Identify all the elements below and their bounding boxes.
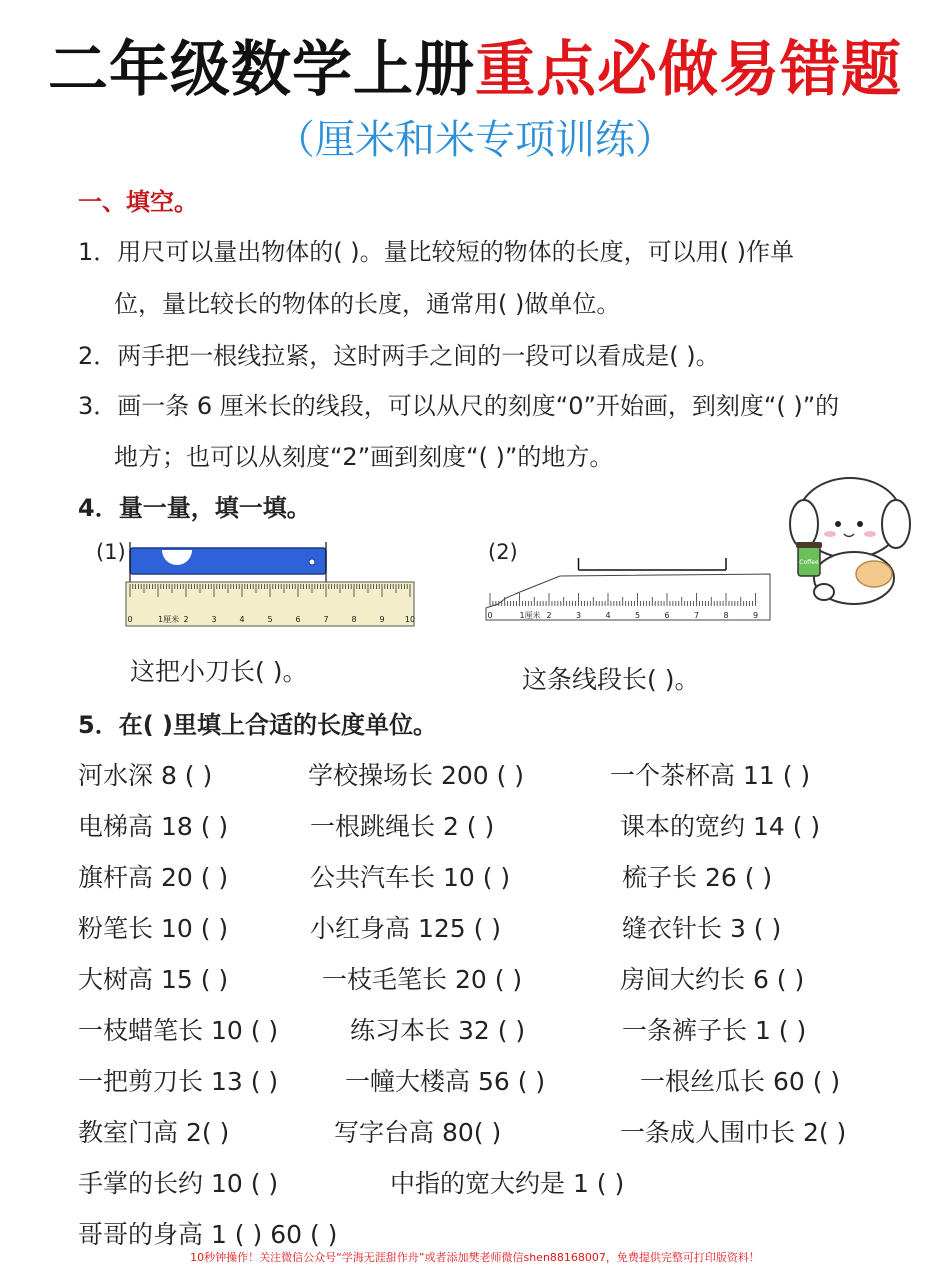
ruler-2-tick-label: 7 — [693, 611, 700, 620]
bread-roll — [856, 561, 892, 587]
ruler-2-tick-label: 4 — [605, 611, 611, 620]
question-1-line-1: 1．用尺可以量出物体的( )。量比较短的物体的长度，可以用( )作单 — [78, 238, 794, 266]
ruler-2-tick-label: 8 — [723, 611, 729, 620]
q5-row-4-col-1: 粉笔长 10 ( ) — [78, 914, 229, 943]
q5-row-6-col-3: 一条裤子长 1 ( ) — [622, 1016, 807, 1045]
ruler-2-tick-label: 0 — [487, 611, 493, 620]
q5-row-1-col-1: 河水深 8 ( ) — [78, 761, 213, 790]
q5-row-4-col-2: 小红身高 125 ( ) — [310, 914, 502, 943]
question-3-line-1: 3．画一条 6 厘米长的线段，可以从尺的刻度“0”开始画，到刻度“( )”的 — [78, 392, 840, 420]
page-title — [0, 22, 950, 108]
ruler-2-figure — [480, 548, 780, 628]
q5-row-3-col-3: 梳子长 26 ( ) — [622, 863, 773, 892]
title-part-1: 二年级数学上册 — [48, 35, 475, 105]
knife-blade — [130, 548, 326, 574]
ruler-2-tick-label: 1厘米 — [519, 611, 541, 620]
ruler-1-tick-label: 9 — [379, 615, 385, 624]
question-3-line-2: 地方；也可以从刻度“2”画到刻度“( )”的地方。 — [114, 443, 614, 471]
ruler-1-tick-label: 5 — [267, 615, 273, 624]
footer-notice: 10秒钟操作！关注微信公众号“学海无涯甜作舟”或者添加樊老师微信shen88168007，免费提供完整可打印版资料！ — [190, 1251, 760, 1264]
ruler-1-tick-label: 7 — [323, 615, 329, 624]
question-1-line-2: 位，量比较长的物体的长度，通常用( )做单位。 — [114, 290, 621, 318]
q4-answer-knife: 这把小刀长( )。 — [130, 657, 308, 686]
q5-row-4-col-3: 缝衣针长 3 ( ) — [622, 914, 782, 943]
q5-row-7-col-3: 一根丝瓜长 60 ( ) — [640, 1067, 841, 1096]
ruler-2-tick-label: 3 — [575, 611, 582, 620]
puppy-cheek-right — [864, 531, 876, 537]
q5-row-3-col-1: 旗杆高 20 ( ) — [78, 863, 229, 892]
q5-row-8-col-3: 一条成人围巾长 2( ) — [620, 1118, 847, 1147]
puppy-ear-left — [790, 500, 818, 548]
puppy-cheek-left — [824, 531, 836, 537]
ruler-1-tick-label: 6 — [295, 615, 301, 624]
q5-row-1-col-3: 一个茶杯高 11 ( ) — [610, 761, 811, 790]
q5-tail-brother: 哥哥的身高 1 ( ) 60 ( ) — [78, 1220, 338, 1249]
q4-part-1-label: (1) — [96, 540, 126, 564]
knife-hole — [309, 559, 315, 565]
q5-row-5-col-1: 大树高 15 ( ) — [78, 965, 229, 994]
q4-answer-segment: 这条线段长( )。 — [522, 665, 700, 694]
q5-row-3-col-2: 公共汽车长 10 ( ) — [310, 863, 511, 892]
page-subtitle: （厘米和米专项训练） — [275, 117, 675, 163]
q5-row-7-col-1: 一把剪刀长 13 ( ) — [78, 1067, 279, 1096]
ruler-2-tick-label: 6 — [664, 611, 670, 620]
coffee-cup-lid — [796, 542, 822, 548]
q5-row-7-col-2: 一幢大楼高 56 ( ) — [345, 1067, 546, 1096]
q5-row-2-col-3: 课本的宽约 14 ( ) — [620, 812, 821, 841]
title-part-2: 重点必做易错题 — [475, 35, 902, 105]
puppy-eye-left — [835, 521, 841, 527]
q5-row-6-col-1: 一枝蜡笔长 10 ( ) — [78, 1016, 279, 1045]
puppy-paw — [814, 584, 834, 600]
ruler-2-tick-label: 2 — [546, 611, 552, 620]
q5-row-2-col-2: 一根跳绳长 2 ( ) — [310, 812, 495, 841]
question-5: 5．在( )里填上合适的长度单位。 — [78, 711, 437, 739]
ruler-1-tick-label: 2 — [183, 615, 189, 624]
ruler-1-tick-label: 8 — [351, 615, 357, 624]
q5-row-8-col-2: 写字台高 80( ) — [334, 1118, 502, 1147]
puppy-ear-right — [882, 500, 910, 548]
ruler-1-tick-label: 1厘米 — [158, 615, 180, 624]
ruler-1-tick-label: 4 — [239, 615, 245, 624]
q5-row-2-col-1: 电梯高 18 ( ) — [78, 812, 229, 841]
ruler-1-figure — [120, 540, 420, 632]
q5-row-1-col-2: 学校操场长 200 ( ) — [308, 761, 525, 790]
puppy-illustration — [788, 474, 914, 608]
coffee-cup-text: Coffee — [799, 559, 819, 566]
ruler-2-tick-label: 9 — [752, 611, 759, 620]
puppy-eye-right — [857, 521, 863, 527]
ruler-1-tick-label: 10 — [404, 615, 416, 624]
ruler-2-tick-label: 5 — [634, 611, 641, 620]
ruler-1-tick-label: 0 — [127, 615, 133, 624]
q4-part-2-label: (2) — [488, 540, 518, 564]
q5-tail-finger: 中指的宽大约是 1 ( ) — [390, 1169, 625, 1198]
q5-row-5-col-2: 一枝毛笔长 20 ( ) — [322, 965, 523, 994]
section-heading-fill-blank: 一、填空。 — [78, 188, 198, 216]
question-4: 4．量一量，填一填。 — [78, 494, 311, 522]
q5-row-6-col-2: 练习本长 32 ( ) — [350, 1016, 526, 1045]
question-2: 2．两手把一根线拉紧，这时两手之间的一段可以看成是( )。 — [78, 342, 720, 370]
q5-tail-palm: 手掌的长约 10 ( ) — [78, 1169, 279, 1198]
q5-row-5-col-3: 房间大约长 6 ( ) — [620, 965, 805, 994]
ruler-1-tick-label: 3 — [211, 615, 217, 624]
q5-row-8-col-1: 教室门高 2( ) — [78, 1118, 230, 1147]
